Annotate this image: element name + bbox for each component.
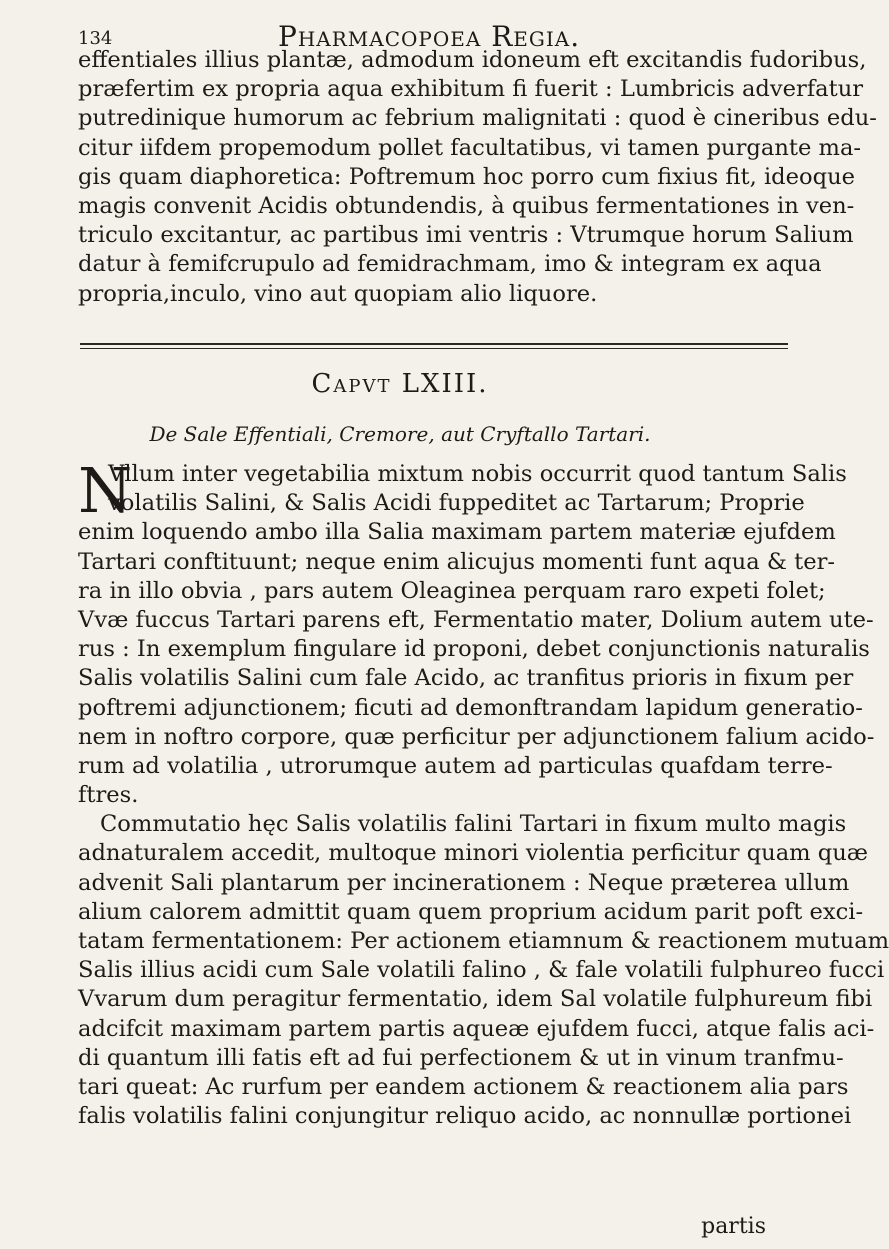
text-line: adcifcit maximam partem partis aqueæ ejufdem fucci, atque falis aci-	[78, 1015, 875, 1042]
running-title: Pharmacopoea Regia.	[278, 20, 581, 53]
text-line: tatam fermentationem: Per actionem etiamnum & reactionem mutuam	[78, 928, 889, 954]
text-line: putredinique humorum ac febrium malignitati : quod è cineribus edu-	[78, 105, 877, 132]
chapter-heading: Capvt LXIII.	[311, 369, 489, 399]
text-line: poftremi adjunctionem; ficuti ad demonftrandam lapidum generatio-	[78, 694, 863, 721]
chapter-subtitle: De Sale Effentiali, Cremore, aut Cryftallo Tartari.	[149, 422, 651, 446]
text-line: falis volatilis falini conjungitur reliquo acido, ac nonnullæ portionei	[78, 1103, 852, 1130]
top-paragraph	[78, 46, 877, 309]
main-text	[78, 454, 889, 1131]
text-line: effentiales illius plantæ, admodum idoneum eft excitandis fudoribus,	[78, 47, 867, 73]
text-line: enim loquendo ambo illa Salia maximam partem materiæ ejufdem	[78, 519, 836, 546]
text-line: Commutatio hęc Salis volatilis falini Tartari in fixum multo magis	[100, 811, 847, 838]
text-line: di quantum illi fatis eft ad fui perfectionem & ut in vinum tranfmu-	[78, 1044, 844, 1071]
text-line: propria,inculo, vino aut quopiam alio liquore.	[78, 280, 598, 307]
text-line: Vllum inter vegetabilia mixtum nobis occurrit quod tantum Salis	[108, 461, 847, 487]
text-line: præfertim ex propria aqua exhibitum fi fuerit : Lumbricis adverfatur	[78, 76, 864, 103]
text-line: ftres.	[78, 782, 139, 809]
text-line: rus : In exemplum fingulare id proponi, debet conjunctionis naturalis	[78, 636, 870, 663]
text-line: tari queat: Ac rurfum per eandem actionem & reactionem alia pars	[78, 1073, 849, 1100]
text-line: Salis volatilis Salini cum fale Acido, ac tranfitus prioris in fixum per	[78, 665, 854, 692]
text-line: rum ad volatilia , utrorumque autem ad particulas quafdam terre-	[78, 752, 833, 779]
drop-initial: N	[78, 454, 133, 527]
text-line: Salis illius acidi cum Sale volatili falino , & fale volatili fulphureo fucci	[78, 957, 885, 984]
text-line: ra in illo obvia , pars autem Oleaginea perquam raro expeti folet;	[78, 577, 826, 604]
page-number: 134	[78, 28, 113, 49]
text-line: triculo excitantur, ac partibus imi ventris : Vtrumque horum Salium	[78, 222, 854, 249]
text-line: alium calorem admittit quam quem proprium acidum parit poft exci-	[78, 898, 864, 925]
text-line: gis quam diaphoretica: Poftremum hoc porro cum fixius fit, ideoque	[78, 163, 855, 190]
text-line: datur à femifcrupulo ad femidrachmam, imo & integram ex aqua	[78, 251, 822, 278]
chapter-divider	[80, 343, 788, 349]
text-line: nem in noftro corpore, quæ perficitur per adjunctionem falium acido-	[78, 723, 875, 750]
text-line: volatilis Salini, & Salis Acidi fuppeditet ac Tartarum; Proprie	[108, 490, 805, 517]
text-line: magis convenit Acidis obtundendis, à quibus fermentationes in ven-	[78, 192, 855, 219]
text-line: Vvarum dum peragitur fermentatio, idem Sal volatile fulphureum fibi	[78, 986, 873, 1013]
catchword: partis	[701, 1214, 766, 1239]
text-line: Tartari conftituunt; neque enim alicujus momenti funt aqua & ter-	[78, 548, 836, 575]
text-line: Vvæ fuccus Tartari parens eft, Fermentatio mater, Dolium autem ute-	[78, 606, 874, 633]
text-line: advenit Sali plantarum per incinerationem : Neque præterea ullum	[78, 869, 850, 896]
text-line: citur iifdem propemodum pollet facultatibus, vi tamen purgante ma-	[78, 134, 862, 161]
text-line: adnaturalem accedit, multoque minori violentia perficitur quam quæ	[78, 840, 869, 867]
